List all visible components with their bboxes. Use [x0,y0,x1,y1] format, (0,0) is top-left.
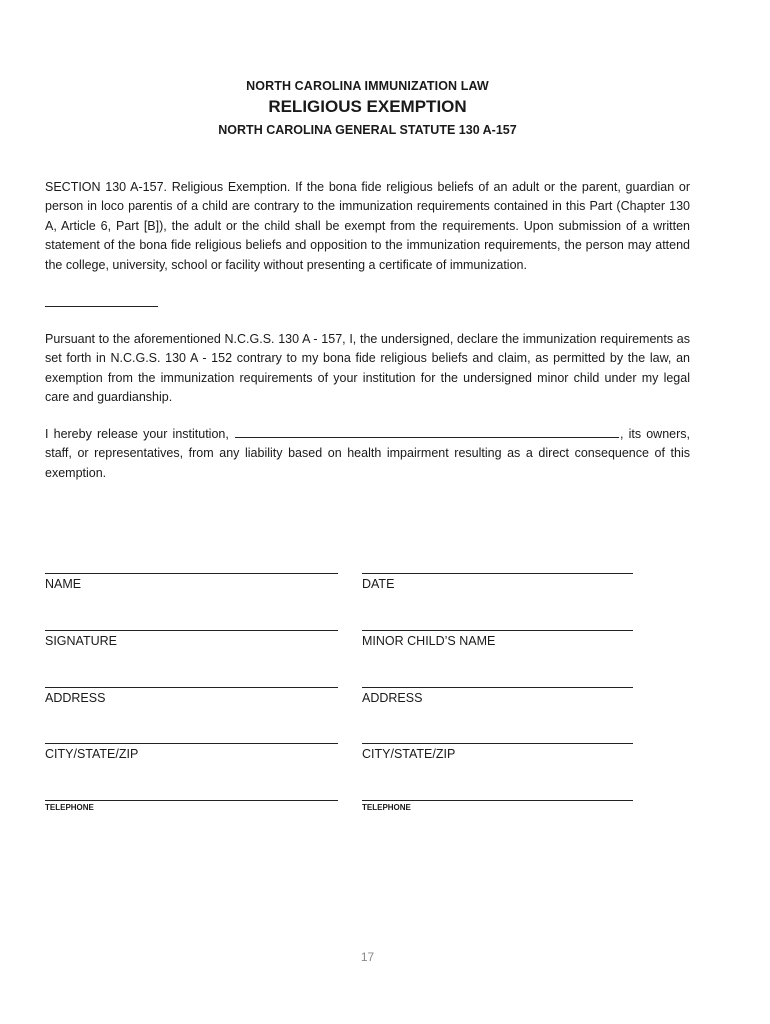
address-field-left[interactable] [45,687,338,705]
signature-label: SIGNATURE [45,634,117,648]
address-field-right[interactable] [362,687,633,705]
address-label-left: ADDRESS [45,691,106,705]
telephone-line-left [45,800,338,801]
statute-heading: NORTH CAROLINA GENERAL STATUTE 130 A-157 [218,123,517,137]
telephone-field-right[interactable] [362,800,633,812]
law-heading: NORTH CAROLINA IMMUNIZATION LAW [246,79,489,93]
date-field[interactable] [362,573,633,591]
page-number: 17 [360,950,375,964]
minor-child-name-field[interactable] [362,630,633,648]
telephone-field-left[interactable] [45,800,338,812]
telephone-label-right: TELEPHONE [362,803,411,812]
city-state-zip-line-right [362,743,633,744]
release-text-end: , its owners, staff, or representatives, from any liability based on health impairment resulting as a direct consequence of this exemption. [45,427,691,480]
city-state-zip-field-left[interactable] [45,743,338,761]
name-line [45,573,338,574]
name-field[interactable] [45,573,338,591]
signature-field[interactable] [45,630,338,648]
telephone-label-left: TELEPHONE [45,803,94,812]
release-paragraph [45,425,690,483]
city-state-zip-label-right: CITY/STATE/ZIP [362,747,456,761]
city-state-zip-line-left [45,743,338,744]
minor-child-name-line [362,630,633,631]
section-paragraph: SECTION 130 A-157. Religious Exemption. If the bona fide religious beliefs of an adult or the parent, guardian or person in loco parentis of a child are contrary to the immunization requirements contained in this Part (Chapter 130 A, Article 6, Part [B]), the adult or the child shall be exempt from the requirements. Upon submission of a written statement of the bona fide religious beliefs and opposition to the immunization requirements, the person may attend the college, university, school or facility without presenting a certificate of immunization. [45,180,690,272]
date-label: DATE [362,577,395,591]
minor-child-name-label: MINOR CHILD’S NAME [362,634,496,648]
telephone-line-right [362,800,633,801]
date-line [362,573,633,574]
release-text-start: I hereby release your institution, [45,427,234,441]
document-title: RELIGIOUS EXEMPTION [268,97,467,116]
address-label-right: ADDRESS [362,691,423,705]
separator-line [45,306,158,307]
signature-line [45,630,338,631]
name-label: NAME [45,577,82,591]
address-line-right [362,687,633,688]
institution-name-blank[interactable] [235,425,619,438]
city-state-zip-field-right[interactable] [362,743,633,761]
address-line-left [45,687,338,688]
declaration-paragraph: Pursuant to the aforementioned N.C.G.S. 130 A - 157, I, the undersigned, declare the immunization requirements as set forth in N.C.G.S. 130 A - 152 contrary to my bona fide religious beliefs and claim, as permitted by the law, an exemption from the immunization requirements of your institution for the undersigned minor child under my legal care and guardianship. [45,332,690,405]
city-state-zip-label-left: CITY/STATE/ZIP [45,747,139,761]
